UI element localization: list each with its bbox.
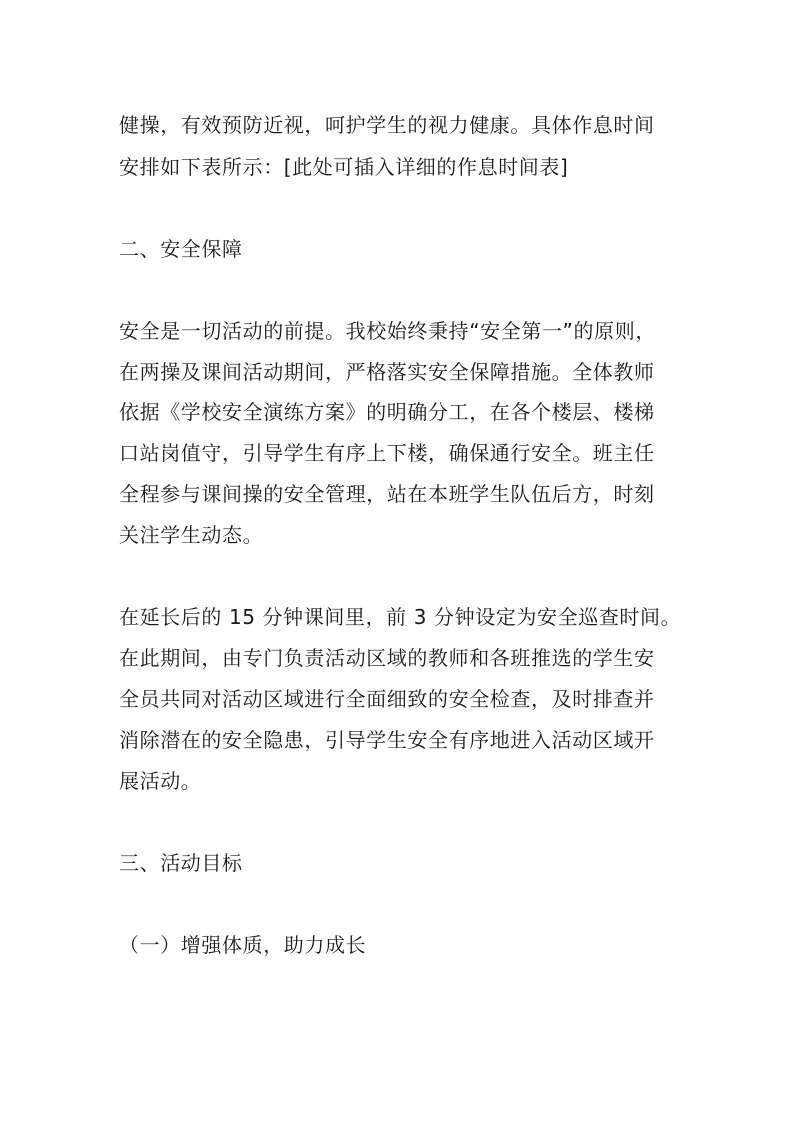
paragraph-line: 安全是一切活动的前提。我校始终秉持“安全第一”的原则，	[119, 319, 656, 343]
paragraph-line: 在延长后的 15 分钟课间里，前 3 分钟设定为安全巡查时间。	[119, 605, 682, 629]
section-heading: 三、活动目标	[119, 851, 243, 875]
paragraph-line: 口站岗值守，引导学生有序上下楼，确保通行安全。班主任	[119, 441, 655, 465]
paragraph-line: 在此期间，由专门负责活动区域的教师和各班推选的学生安	[119, 646, 655, 670]
paragraph-line: 展活动。	[119, 769, 202, 793]
paragraph-line: 在两操及课间活动期间，严格落实安全保障措施。全体教师	[119, 360, 655, 384]
paragraph-line: 消除潜在的安全隐患，引导学生安全有序地进入活动区域开	[119, 728, 655, 752]
paragraph-line: 安排如下表所示：[此处可插入详细的作息时间表]	[119, 155, 569, 179]
paragraph-line: 健操，有效预防近视，呵护学生的视力健康。具体作息时间	[119, 113, 655, 137]
paragraph-line: 依据《学校安全演练方案》的明确分工，在各个楼层、楼梯	[119, 400, 655, 424]
paragraph-line: 全程参与课间操的安全管理，站在本班学生队伍后方，时刻	[119, 482, 655, 506]
paragraph-line: 关注学生动态。	[119, 523, 264, 547]
section-heading: 二、安全保障	[119, 237, 243, 261]
subsection-heading: （一）增强体质，助力成长	[119, 933, 367, 957]
paragraph-line: 全员共同对活动区域进行全面细致的安全检查，及时排查并	[119, 687, 655, 711]
